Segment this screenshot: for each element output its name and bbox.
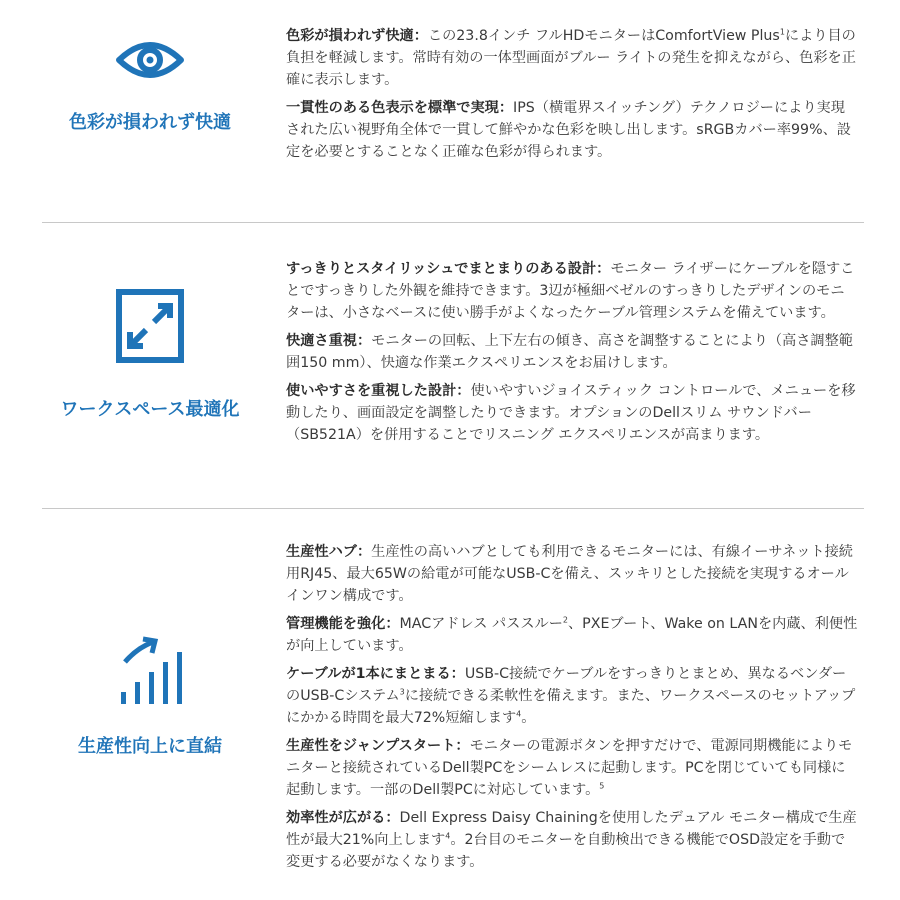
paragraph-lead: 快適さ重視：	[286, 333, 372, 349]
footnote-marker: 4	[516, 709, 522, 719]
footnote-marker: 4	[445, 831, 451, 841]
divider	[42, 222, 864, 223]
paragraph-lead: 使いやすさを重視した設計：	[286, 383, 471, 399]
paragraph-lead: 一貫性のある色表示を標準で実現：	[286, 100, 514, 116]
paragraph-body: USB-C接続でケーブルをすっきりとまとめ、異なるベンダーのUSB-Cシステム	[286, 666, 847, 704]
paragraph-body: モニターの回転、上下左右の傾き、高さを調整することにより（高さ調整範囲150 mm）、快適な作業エクスペリエンスをお届けします。	[286, 333, 853, 371]
paragraph-lead: 生産性ハブ：	[286, 544, 372, 560]
footnote-marker: 5	[599, 781, 605, 791]
paragraph-body: モニターの電源ボタンを押すだけで、電源同期機能によりモニターと接続されているDell製PCをシームレスに起動します。PCを閉じていても同様に起動します。一部のDell製PCに対応しています。	[286, 738, 853, 798]
feature-header	[40, 38, 260, 134]
paragraph-lead: 管理機能を強化：	[286, 616, 400, 632]
paragraph-body: に接続できる柔軟性を備えます。また、ワークスペースのセットアップにかかる時間を最大72%短縮します	[286, 688, 856, 726]
paragraph-body: により目の負担を軽減します。常時有効の一体型画面がブルー ライトの発生を抑えながら、色彩を正確に表示します。	[286, 28, 856, 88]
footnote-marker: 1	[779, 27, 785, 37]
paragraph-body: MACアドレス パススルー	[399, 616, 563, 632]
paragraph-body: 使いやすいジョイスティック コントロールで、メニューを移動したり、画面設定を調整したりできます。オプションのDellスリム サウンドバー（SB521A）を併用することでリスニング エクスペリエンスが高まります。	[286, 383, 856, 443]
feature-paragraph	[286, 541, 858, 607]
feature-paragraph	[286, 380, 858, 446]
paragraph-body: Dell Express Daisy Chainingを使用したデュアル モニター構成で生産性が最大21%向上します	[286, 810, 857, 848]
feature-paragraph	[286, 97, 858, 163]
feature-paragraph	[286, 663, 858, 729]
paragraph-body: IPS（横電界スイッチング）テクノロジーにより実現された広い視野角全体で一貫して鮮やかな色彩を映し出します。sRGBカバー率99%、設定を必要とすることなく正確な色彩が得られます。	[286, 100, 851, 160]
feature-paragraph	[286, 807, 858, 873]
feature-header	[40, 289, 260, 421]
paragraph-lead: 効率性が広がる：	[286, 810, 400, 826]
paragraph-body: 。2台目のモニターを自動検出できる機能でOSD設定を手動で変更する必要がなくなります。	[286, 832, 846, 870]
feature-title: 色彩が損われず快適	[69, 112, 231, 133]
feature-paragraph	[286, 735, 858, 801]
feature-text	[286, 541, 858, 879]
footnote-marker: 2	[562, 615, 568, 625]
feature-title: ワークスペース最適化	[60, 399, 240, 420]
growth-chart-icon	[115, 636, 185, 706]
feature-paragraph	[286, 25, 858, 91]
eye-icon	[115, 38, 185, 82]
paragraph-lead: ケーブルが1本にまとまる：	[286, 666, 465, 682]
paragraph-lead: 色彩が損われず快適：	[286, 28, 428, 44]
feature-paragraph	[286, 330, 858, 374]
feature-header	[40, 636, 260, 758]
paragraph-body: 。	[521, 710, 536, 726]
footnote-marker: 3	[399, 687, 405, 697]
feature-text	[286, 258, 858, 452]
feature-text	[286, 25, 858, 169]
paragraph-body: この23.8インチ フルHDモニターはComfortView Plus	[427, 28, 780, 44]
feature-paragraph	[286, 613, 858, 657]
paragraph-body: モニター ライザーにケーブルを隠すことですっきりした外観を維持できます。3辺が極細ベゼルのすっきりしたデザインのモニターは、小さなベースに使い勝手がよくなったケーブル管理システムを備えています。	[286, 261, 855, 321]
paragraph-body: 、PXEブート、Wake on LANを内蔵、利便性が向上しています。	[286, 616, 858, 654]
feature-title: 生産性向上に直結	[78, 736, 222, 757]
resize-arrows-icon	[116, 289, 184, 363]
paragraph-body: 生産性の高いハブとしても利用できるモニターには、有線イーサネット接続用RJ45、最大65Wの給電が可能なUSB-Cを備え、スッキリとした接続を実現するオールインワン構成です。	[286, 544, 853, 604]
feature-paragraph	[286, 258, 858, 324]
divider	[42, 508, 864, 509]
paragraph-lead: 生産性をジャンプスタート：	[286, 738, 470, 754]
paragraph-lead: すっきりとスタイリッシュでまとまりのある設計：	[286, 261, 611, 277]
